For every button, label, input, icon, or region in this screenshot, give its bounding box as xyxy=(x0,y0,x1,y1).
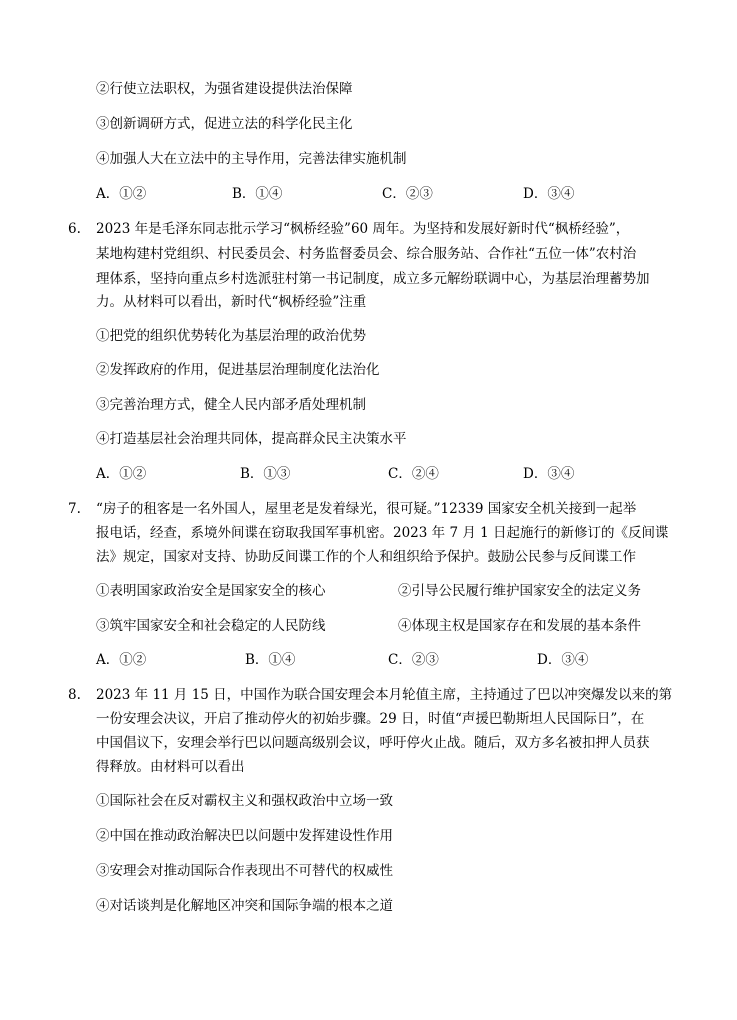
q7-item-4: ④体现主权是国家存在和发展的基本条件 xyxy=(398,618,641,634)
q6-stem-line-4: 力。从材料可以看出，新时代“枫桥经验”注重 xyxy=(96,294,367,310)
q8-stem-line-4: 得释放。由材料可以看出 xyxy=(96,759,245,775)
q6-option-b: B．①③ xyxy=(240,466,291,482)
q6-stem-line-2: 某地构建村党组织、村民委员会、村务监督委员会、综合服务站、合作社“五位一体”农村治 xyxy=(96,246,637,262)
q8-stem-line-1: 2023 年 11 月 15 日，中国作为联合国安理会本月轮值主席，主持通过了巴以冲突爆发以来的第 xyxy=(96,687,673,703)
q5-item-2: ②行使立法职权，为强省建设提供法治保障 xyxy=(96,81,353,97)
q5-option-a: A．①② xyxy=(96,186,147,202)
q7-option-b: B．①④ xyxy=(245,652,296,668)
q6-item-2: ②发挥政府的作用，促进基层治理制度化法治化 xyxy=(96,362,380,378)
q6-option-a: A．①② xyxy=(96,466,147,482)
q8-stem-line-2: 一份安理会决议，开启了推动停火的初始步骤。29 日，时值“声援巴勒斯坦人民国际日”，在 xyxy=(96,711,645,727)
q7-item-2: ②引导公民履行维护国家安全的法定义务 xyxy=(398,583,641,599)
q5-option-d: D．③④ xyxy=(523,186,575,202)
q5-item-3: ③创新调研方式，促进立法的科学化民主化 xyxy=(96,116,353,132)
q7-number: 7. xyxy=(68,501,81,517)
q7-option-c: C．②③ xyxy=(388,652,439,668)
q5-option-c: C．②③ xyxy=(382,186,433,202)
q7-option-d: D．③④ xyxy=(537,652,589,668)
q6-stem-line-3: 理体系，坚持向重点乡村选派驻村第一书记制度，成立多元解纷联调中心，为基层治理蓄势加 xyxy=(96,271,650,287)
q6-item-3: ③完善治理方式，健全人民内部矛盾处理机制 xyxy=(96,397,366,413)
q7-stem-line-1: “房子的租客是一名外国人，屋里老是发着绿光，很可疑。”12339 国家安全机关接到一起举 xyxy=(96,501,637,517)
q8-item-2: ②中国在推动政治解决巴以问题中发挥建设性作用 xyxy=(96,828,393,844)
q8-item-3: ③安理会对推动国际合作表现出不可替代的权威性 xyxy=(96,863,393,879)
q8-number: 8. xyxy=(68,687,81,703)
q5-option-b: B．①④ xyxy=(232,186,283,202)
q5-item-4: ④加强人大在立法中的主导作用，完善法律实施机制 xyxy=(96,151,407,167)
q7-item-3: ③筑牢国家安全和社会稳定的人民防线 xyxy=(96,618,326,634)
q6-item-4: ④打造基层社会治理共同体，提高群众民主决策水平 xyxy=(96,431,407,447)
q6-item-1: ①把党的组织优势转化为基层治理的政治优势 xyxy=(96,328,366,344)
q7-item-1: ①表明国家政治安全是国家安全的核心 xyxy=(96,583,326,599)
q6-stem-line-1: 2023 年是毛泽东同志批示学习“枫桥经验”60 周年。为坚持和发展好新时代“枫桥经验”， xyxy=(96,221,630,237)
q7-stem-line-3: 法》规定，国家对支持、协助反间谍工作的个人和组织给予保护。鼓励公民参与反间谍工作 xyxy=(96,549,636,565)
q6-option-c: C．②④ xyxy=(388,466,439,482)
q8-item-1: ①国际社会在反对霸权主义和强权政治中立场一致 xyxy=(96,793,393,809)
q6-option-d: D．③④ xyxy=(523,466,575,482)
q8-item-4: ④对话谈判是化解地区冲突和国际争端的根本之道 xyxy=(96,898,393,914)
q7-stem-line-2: 报电话，经查，系境外间谍在窃取我国军事机密。2023 年 7 月 1 日起施行的新修订的《反间谍 xyxy=(96,525,669,541)
q6-number: 6. xyxy=(68,221,81,237)
q7-option-a: A．①② xyxy=(96,652,147,668)
q8-stem-line-3: 中国倡议下，安理会举行巴以问题高级别会议，呼吁停火止战。随后，双方多名被扣押人员获 xyxy=(96,735,650,751)
